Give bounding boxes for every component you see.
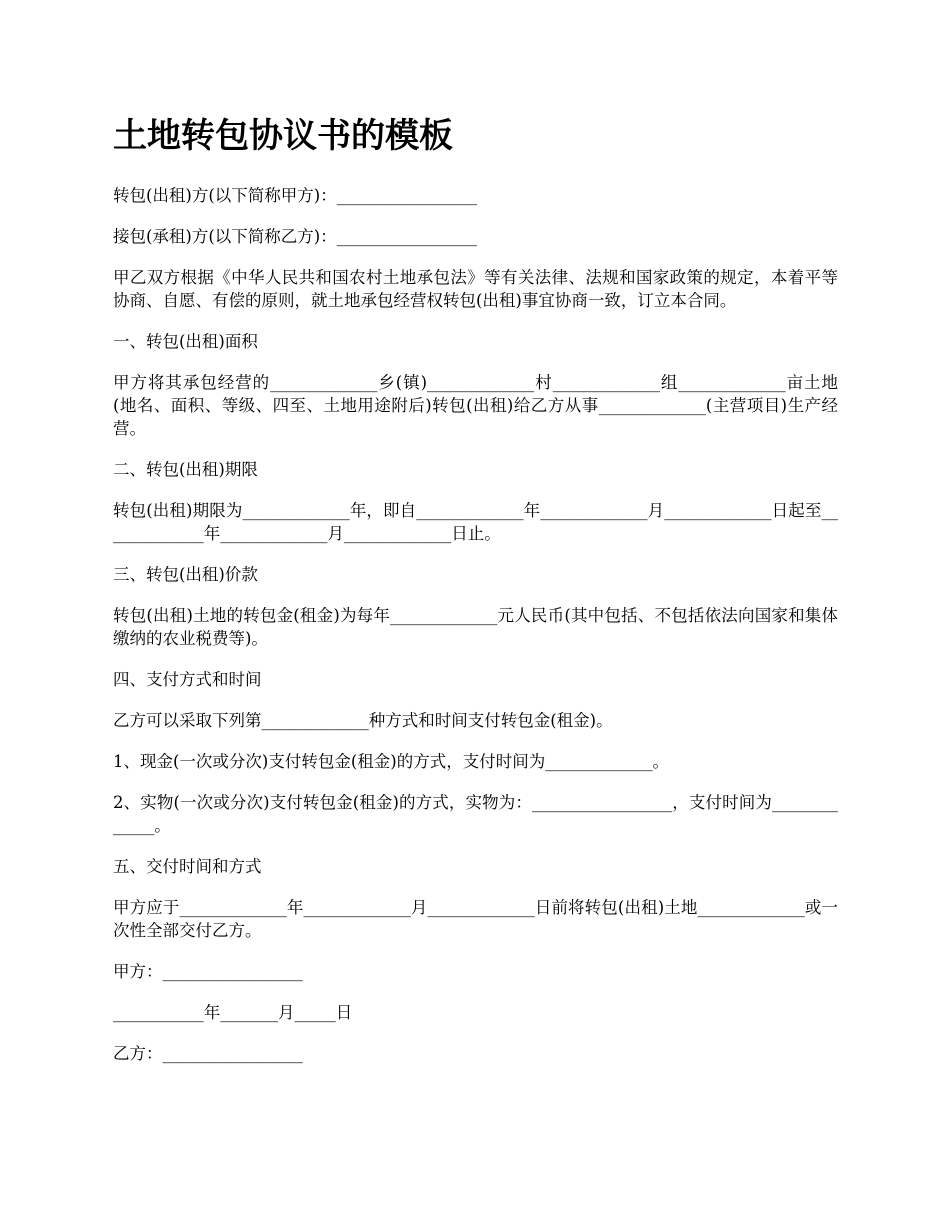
area-clause: 甲方将其承包经营的_____________乡(镇)_____________村_____________组_____________亩土地(地名、面积、等级、四至、土地用途附后)转包(出租)给乙方从事_____________(主营项目)生产经营。 [113,373,838,438]
party-a-signature: 甲方：_________________ [113,962,303,981]
section-heading-payment: 四、支付方式和时间 [113,670,262,689]
term-clause: 转包(出租)期限为_____________年，即自_____________年_____________月_____________日起至_____________年_____________月_____________日止。 [113,501,838,543]
payment-cash-item: 1、现金(一次或分次)支付转包金(租金)的方式，支付时间为_____________。 [113,752,669,771]
payment-method-clause: 乙方可以采取下列第_____________种方式和时间支付转包金(租金)。 [113,711,613,730]
delivery-clause: 甲方应于_____________年_____________月_____________日前将转包(出租)土地_____________或一次性全部交付乙方。 [113,898,838,940]
payment-goods-item: 2、实物(一次或分次)支付转包金(租金)的方式，实物为：_________________，支付时间为_____________。 [113,793,838,835]
price-clause: 转包(出租)土地的转包金(租金)为每年_____________元人民币(其中包括、不包括依法向国家和集体缴纳的农业税费等)。 [113,606,838,648]
section-heading-term: 二、转包(出租)期限 [113,460,258,479]
preamble-paragraph: 甲乙双方根据《中华人民共和国农村土地承包法》等有关法律、法规和国家政策的规定，本着平等协商、自愿、有偿的原则，就土地承包经营权转包(出租)事宜协商一致，订立本合同。 [113,268,838,310]
signature-date: ___________年_______月_____日 [113,1003,353,1022]
document-body [113,112,838,1083]
document-title: 土地转包协议书的模板 [113,116,453,156]
party-a-line: 转包(出租)方(以下简称甲方)：_________________ [113,186,477,205]
party-b-line: 接包(承租)方(以下简称乙方)：_________________ [113,227,477,246]
section-heading-price: 三、转包(出租)价款 [113,565,258,584]
section-heading-delivery: 五、交付时间和方式 [113,857,262,876]
party-b-signature: 乙方：_________________ [113,1044,303,1063]
section-heading-area: 一、转包(出租)面积 [113,332,258,351]
